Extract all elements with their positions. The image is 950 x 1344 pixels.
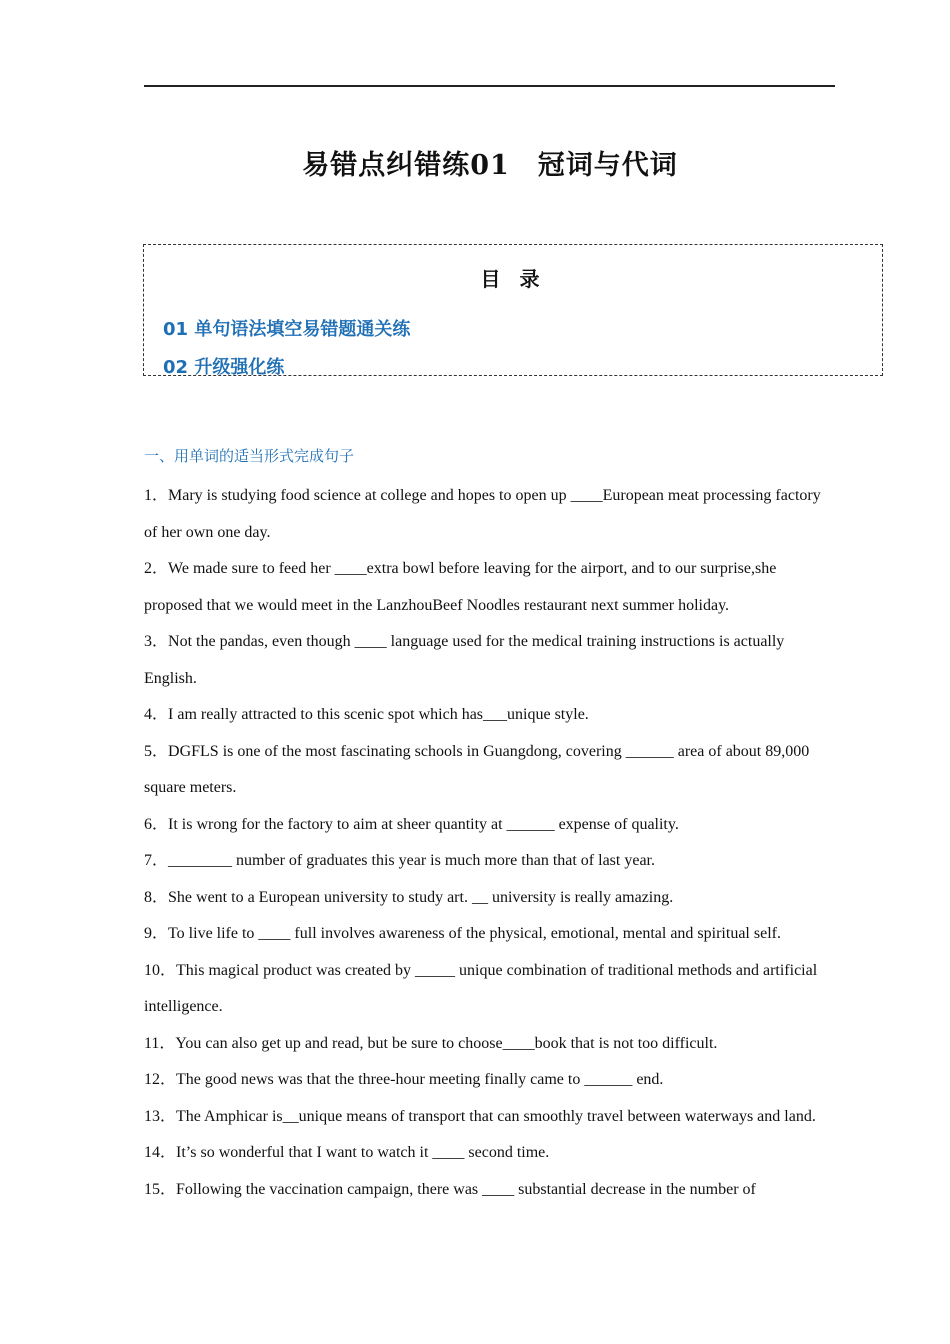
question-text: It’s so wonderful that I want to watch it ____ second time. (176, 1144, 550, 1161)
question-item (144, 1026, 824, 1063)
question-number: 3． (144, 633, 169, 650)
question-item (144, 1135, 824, 1172)
toc-item-2[interactable]: 02 升级强化练 (163, 357, 285, 378)
question-number: 13． (144, 1107, 177, 1125)
question-item (144, 1099, 824, 1136)
question-item (144, 880, 824, 917)
question-item (144, 843, 824, 880)
question-number: 10． (144, 961, 177, 979)
question-item (144, 1172, 824, 1209)
question-item (144, 807, 824, 844)
question-number: 4． (144, 706, 169, 723)
question-item (144, 697, 824, 734)
question-number: 5． (144, 742, 169, 760)
question-text: To live life to ____ full involves awareness of the physical, emotional, mental and spiritual self. (168, 925, 781, 942)
document-title (0, 143, 950, 182)
table-of-contents (143, 244, 883, 376)
question-number: 1． (144, 487, 169, 504)
question-text: ________ number of graduates this year is much more than that of last year. (168, 852, 655, 869)
question-number: 2． (144, 560, 169, 577)
question-number: 14． (144, 1144, 177, 1161)
question-text: This magical product was created by _____ unique combination of traditional methods and artificial intelligence. (144, 961, 818, 1015)
question-text: Not the pandas, even though ____ language used for the medical training instructions is actually English. (144, 633, 785, 687)
question-text: DGFLS is one of the most fascinating schools in Guangdong, covering ______ area of about 89,000 square meters. (144, 742, 810, 796)
toc-heading: 目 录 (480, 267, 546, 291)
question-number: 12． (144, 1071, 177, 1088)
question-text: It is wrong for the factory to aim at sheer quantity at ______ expense of quality. (168, 815, 679, 833)
question-item (144, 478, 824, 551)
question-number: 8． (144, 888, 169, 906)
question-text: The good news was that the three-hour meeting finally came to ______ end. (176, 1071, 664, 1088)
question-item (144, 1062, 824, 1099)
question-text: Mary is studying food science at college and hopes to open up ____European meat processing factory of her own one day. (144, 487, 821, 541)
title-part-1: 易错点纠错练01 (302, 150, 510, 181)
question-item (144, 916, 824, 953)
question-text: She went to a European university to study art. __ university is really amazing. (168, 888, 674, 906)
question-text: You can also get up and read, but be sure to choose____book that is not too difficult. (175, 1034, 718, 1052)
question-number: 7． (144, 852, 169, 869)
question-item (144, 953, 824, 1026)
toc-item-1[interactable]: 01 单句语法填空易错题通关练 (163, 319, 411, 340)
question-item (144, 734, 824, 807)
question-item (144, 551, 824, 624)
question-text: I am really attracted to this scenic spot which has___unique style. (168, 706, 589, 723)
question-number: 6． (144, 815, 169, 833)
section-heading: 一、用单词的适当形式完成句子 (144, 447, 355, 465)
title-part-2: 冠词与代词 (537, 150, 678, 181)
question-number: 15． (144, 1180, 177, 1198)
header-rule (144, 85, 835, 87)
question-number: 11． (144, 1034, 176, 1052)
question-list (144, 478, 824, 1208)
question-text: We made sure to feed her ____extra bowl before leaving for the airport, and to our surprise,she proposed that we would meet in the LanzhouBeef Noodles restaurant next summer holiday. (144, 560, 777, 614)
question-item (144, 624, 824, 697)
question-text: The Amphicar is__unique means of transport that can smoothly travel between waterways and land. (176, 1107, 816, 1125)
question-number: 9． (144, 925, 169, 942)
question-text: Following the vaccination campaign, there was ____ substantial decrease in the number of (176, 1180, 756, 1198)
